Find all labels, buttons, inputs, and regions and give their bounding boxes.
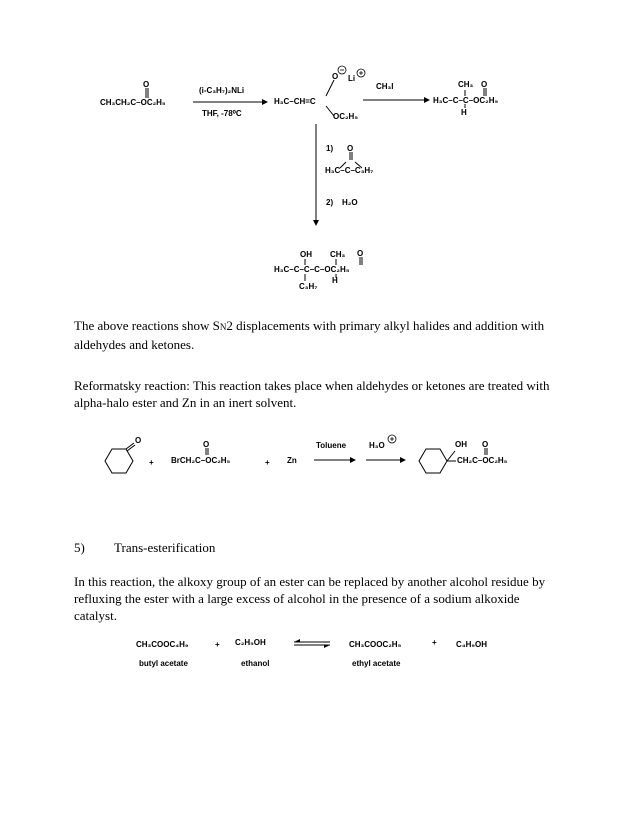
reagent-conditions: THF, -78⁰C	[202, 109, 242, 118]
section-number: 5)	[74, 540, 85, 555]
butanol-formula: C₄H₉OH	[456, 640, 487, 649]
reactant-carbonyl-oxygen: O	[143, 80, 150, 89]
section-title: Trans-esterification	[114, 540, 216, 555]
butyl-acetate-formula: CH₃COOC₄H₉	[136, 640, 189, 649]
product-ester-chain: CH₂C–OC₂H₅	[457, 456, 508, 465]
reactant-ethyl-propanoate: CH₃CH₂C–OC₂H₅	[100, 98, 166, 107]
paragraph-sn2: The above reactions show SN2 displacements with primary alkyl halides and addition with aldehydes and ketones.	[74, 318, 545, 352]
plus-sign-2: +	[265, 458, 270, 467]
reagent-methyl-iodide: CH₃I	[376, 82, 394, 91]
product-hydroxyl: OH	[455, 440, 467, 449]
solvent-toluene: Toluene	[316, 441, 347, 450]
enolate-ethoxy: OC₂H₅	[333, 112, 358, 121]
plus-sign-1: +	[149, 458, 154, 467]
enolate-oxygen: O	[332, 72, 339, 81]
final-oxygen: O	[357, 249, 364, 258]
step1-label: 1)	[326, 144, 334, 153]
product-oxygen-2: O	[482, 440, 489, 449]
ethanol-name: ethanol	[241, 659, 270, 668]
zinc: Zn	[287, 456, 297, 465]
ethyl-acetate-formula: CH₃COOC₂H₅	[349, 640, 402, 649]
butyl-acetate-name: butyl acetate	[139, 659, 188, 668]
step1-ketone: H₃C–C–C₃H₇	[325, 166, 374, 175]
reagent-hydronium: H₃O	[369, 441, 385, 450]
final-chain: H₃C–C–C–C–OC₂H₅	[274, 265, 350, 274]
bromoester-oxygen: O	[203, 440, 210, 449]
paragraph-transesterification: In this reaction, the alkoxy group of an ester can be replaced by another alcohol residue by refluxing the ester with a large excess of alcohol in the presence of a sodium alkoxide catalyst.	[74, 574, 546, 623]
final-methyl: CH₃	[330, 250, 346, 259]
cyclohexanone-oxygen: O	[135, 436, 142, 445]
paragraph-reformatsky: Reformatsky reaction: This reaction takes place when aldehydes or ketones are treated with alpha-halo ester and Zn in an inert solvent.	[74, 378, 550, 410]
step2-label: 2)	[326, 198, 334, 207]
product-hydrogen: H	[461, 108, 467, 117]
final-hydrogen: H	[332, 276, 338, 285]
final-hydroxyl: OH	[300, 250, 312, 259]
product-chain: H₃C–C–C–OC₂H₅	[433, 96, 499, 105]
enolate-lithium: Li	[348, 74, 356, 83]
bromoester: BrCH₂C–OC₂H₅	[171, 456, 231, 465]
plus-sign-3: +	[215, 640, 220, 649]
reagent-lda: (i-C₃H₇)₂NLi	[199, 86, 245, 95]
product-oxygen: O	[481, 80, 488, 89]
enolate-chain: H₃C–CH=C	[274, 97, 316, 106]
step1-ketone-oxygen: O	[347, 144, 354, 153]
product-methyl: CH₃	[458, 80, 474, 89]
final-propyl: C₃H₇	[299, 282, 318, 291]
ethanol-formula: C₂H₅OH	[235, 638, 266, 647]
plus-sign-4: +	[432, 638, 437, 647]
step2-water: H₂O	[342, 198, 358, 207]
ethyl-acetate-name: ethyl acetate	[352, 659, 401, 668]
